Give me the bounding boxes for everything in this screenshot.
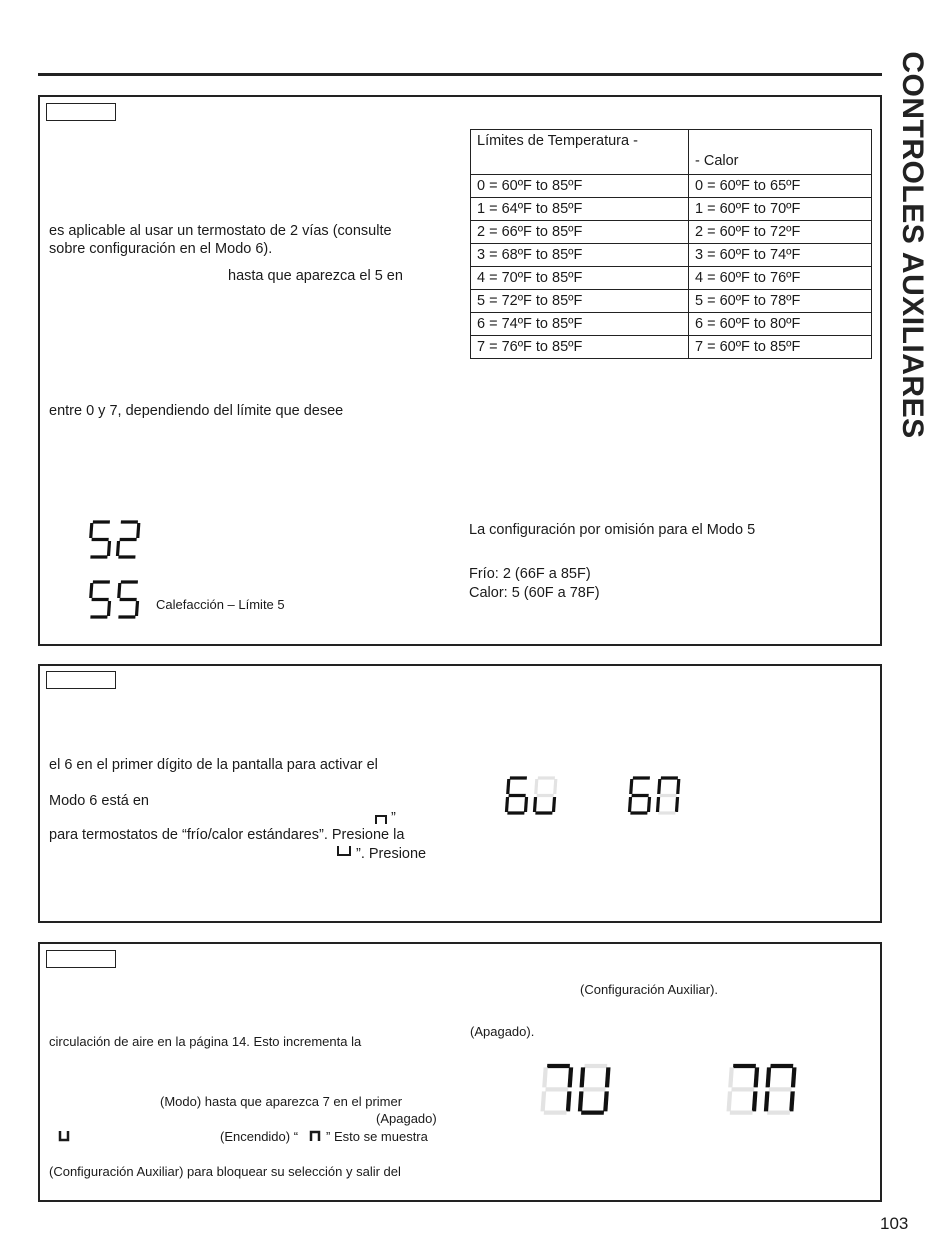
lcd-segment xyxy=(534,797,535,812)
mode7-text-line: ” Esto se muestra xyxy=(326,1129,428,1144)
lcd-segment xyxy=(678,779,679,794)
lcd-segment xyxy=(136,601,137,616)
lcd-segment xyxy=(508,779,509,794)
mode7-text-line: (Apagado). xyxy=(470,1024,535,1039)
table-cell: 7 = 60ºF to 85ºF xyxy=(689,336,872,359)
lcd-segment xyxy=(676,797,677,812)
table-header-cell: Límites de Temperatura - xyxy=(471,130,689,175)
lcd-segment xyxy=(607,1067,608,1087)
mode6-text-line: Modo 6 está en xyxy=(49,793,149,809)
table-header-cell xyxy=(689,130,872,175)
table-row xyxy=(471,313,872,336)
lcd-segment xyxy=(119,583,120,598)
mode7-text-line: (Apagado) xyxy=(376,1111,437,1126)
lcd-segment xyxy=(730,1067,731,1087)
mode5-label-box xyxy=(46,103,116,121)
display-readout-7-on xyxy=(724,1062,804,1118)
default-heat-value: Calor: 5 (60F a 78F) xyxy=(469,585,600,601)
table-cell: 2 = 66ºF to 85ºF xyxy=(471,221,689,244)
table-cell: 4 = 60ºF to 76ºF xyxy=(689,267,872,290)
table-cell: 1 = 60ºF to 70ºF xyxy=(689,198,872,221)
lcd-segment xyxy=(506,797,507,812)
lcd-segment xyxy=(536,779,537,794)
mode5-text-line: es aplicable al usar un termostato de 2 vías (consulte xyxy=(49,223,392,239)
table-row xyxy=(471,244,872,267)
table-cell: 4 = 70ºF to 85ºF xyxy=(471,267,689,290)
default-cool-value: Frío: 2 (66F a 85F) xyxy=(469,566,591,582)
mode5-text-line: entre 0 y 7, dependiendo del límite que desee xyxy=(49,403,344,419)
lcd-segment xyxy=(91,523,92,538)
lcd-segment xyxy=(754,1091,755,1111)
open-bottom-bracket-icon xyxy=(374,813,388,825)
table-cell: 0 = 60ºF to 85ºF xyxy=(471,175,689,198)
lcd-segment xyxy=(756,1067,757,1087)
table-cell: 5 = 60ºF to 78ºF xyxy=(689,290,872,313)
table-row xyxy=(471,175,872,198)
display-readout-52 xyxy=(86,520,146,560)
section-side-title: CONTROLES AUXILIARES xyxy=(896,51,929,439)
lcd-segment xyxy=(648,797,649,812)
lcd-segment xyxy=(525,797,526,812)
lcd-segment xyxy=(631,779,632,794)
table-row xyxy=(471,221,872,244)
lcd-segment xyxy=(629,797,630,812)
lcd-segment xyxy=(659,779,660,794)
lcd-segment xyxy=(729,1091,730,1111)
lcd-segment xyxy=(544,1067,545,1087)
lcd-segment xyxy=(768,1067,769,1087)
display-caption: Calefacción – Límite 5 xyxy=(156,597,285,612)
table-row xyxy=(471,290,872,313)
mode7-text-line: circulación de aire en la página 14. Esto incrementa la xyxy=(49,1034,362,1049)
on-segment-icon xyxy=(309,1130,321,1142)
display-readout-6-lower xyxy=(503,776,563,816)
lcd-segment xyxy=(138,523,139,538)
lcd-segment xyxy=(791,1091,792,1111)
mode5-text-line: sobre configuración en el Modo 6). xyxy=(49,241,273,257)
display-readout-55 xyxy=(86,580,146,620)
mode6-text-line: el 6 en el primer dígito de la pantalla para activar el xyxy=(49,757,378,773)
display-readout-6-upper xyxy=(626,776,686,816)
lcd-segment xyxy=(568,1091,569,1111)
lcd-segment xyxy=(570,1067,571,1087)
mode6-text-line: ” xyxy=(391,810,396,826)
mode6-text-line: para termostatos de “frío/calor estándares”. Presione la xyxy=(49,827,405,843)
lcd-segment xyxy=(117,541,118,556)
mode7-text-line: (Encendido) “ xyxy=(220,1129,299,1144)
mode7-text-line: (Configuración Auxiliar) para bloquear su selección y salir del xyxy=(49,1164,401,1179)
lcd-segment xyxy=(108,601,109,616)
lcd-segment xyxy=(543,1091,544,1111)
table-cell: 0 = 60ºF to 65ºF xyxy=(689,175,872,198)
mode5-text-line: hasta que aparezca el 5 en xyxy=(228,268,403,284)
lcd-segment xyxy=(108,541,109,556)
lcd-segment xyxy=(91,583,92,598)
mode6-panel xyxy=(38,664,882,923)
mode6-text-line: ”. Presione xyxy=(356,846,427,862)
default-config-title: La configuración por omisión para el Modo 5 xyxy=(469,522,756,538)
display-readout-7-off xyxy=(538,1062,618,1118)
temperature-limits-table xyxy=(470,129,872,359)
table-cell: 6 = 74ºF to 85ºF xyxy=(471,313,689,336)
table-cell: 2 = 60ºF to 72ºF xyxy=(689,221,872,244)
table-header-text: - Calor xyxy=(695,153,739,169)
lcd-segment xyxy=(553,797,554,812)
open-top-bracket-icon xyxy=(336,845,352,857)
table-cell: 1 = 64ºF to 85ºF xyxy=(471,198,689,221)
lcd-segment xyxy=(582,1067,583,1087)
lcd-segment xyxy=(657,797,658,812)
table-cell: 5 = 72ºF to 85ºF xyxy=(471,290,689,313)
table-cell: 6 = 60ºF to 80ºF xyxy=(689,313,872,336)
mode6-label-box xyxy=(46,671,116,689)
mode7-text-line: (Configuración Auxiliar). xyxy=(580,982,719,997)
table-cell: 3 = 60ºF to 74ºF xyxy=(689,244,872,267)
table-cell: 7 = 76ºF to 85ºF xyxy=(471,336,689,359)
header-rule xyxy=(38,73,882,76)
lcd-segment xyxy=(555,779,556,794)
lcd-segment xyxy=(793,1067,794,1087)
off-segment-icon xyxy=(58,1130,70,1142)
table-cell: 3 = 68ºF to 85ºF xyxy=(471,244,689,267)
lcd-segment xyxy=(766,1091,767,1111)
lcd-segment xyxy=(605,1091,606,1111)
page-number: 103 xyxy=(880,1214,909,1233)
mode7-text-line: (Modo) hasta que aparezca 7 en el primer xyxy=(160,1094,403,1109)
table-row xyxy=(471,267,872,290)
table-row xyxy=(471,198,872,221)
lcd-segment xyxy=(580,1091,581,1111)
mode7-label-box xyxy=(46,950,116,968)
table-row xyxy=(471,336,872,359)
